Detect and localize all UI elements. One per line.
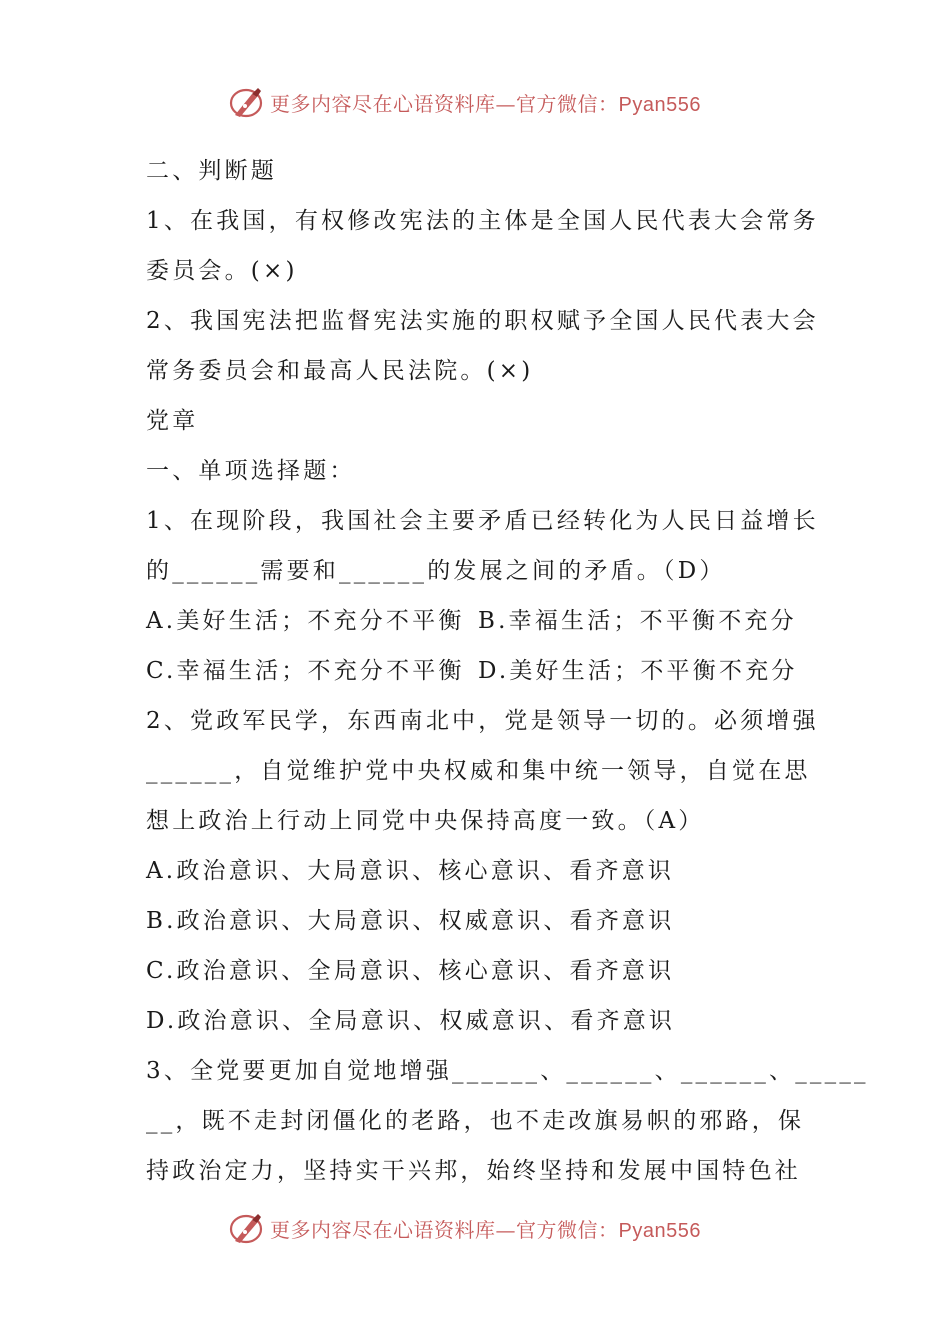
judgment-q2-line2: 常务委员会和最高人民法院。(×)	[146, 358, 534, 384]
judgment-q1-line1: 1、在我国，有权修改宪法的主体是全国人民代表大会常务	[146, 208, 819, 234]
section-title-party-constitution: 党章	[146, 408, 199, 434]
footer-banner	[226, 1208, 701, 1248]
pen-nib-logo-icon	[226, 82, 266, 122]
choice-q2-option-b: B.政治意识、大局意识、权威意识、看齐意识	[146, 908, 675, 934]
document-body	[146, 146, 869, 1196]
choice-q2-option-a: A.政治意识、大局意识、核心意识、看齐意识	[146, 858, 675, 884]
choice-q2-option-c: C.政治意识、全局意识、核心意识、看齐意识	[146, 958, 675, 984]
banner-text: 更多内容尽在心语资料库—官方微信：Pyan556	[270, 1217, 701, 1242]
option-d: D.美好生活；不平衡不充分	[478, 658, 798, 684]
choice-q2-line1: 2、党政军民学，东西南北中，党是领导一切的。必须增强	[146, 708, 819, 734]
judgment-q1-line2: 委员会。(×)	[146, 258, 298, 284]
option-a: A.美好生活；不充分不平衡	[146, 608, 465, 634]
header-banner	[226, 82, 701, 122]
choice-q2-option-d: D.政治意识、全局意识、权威意识、看齐意识	[146, 1008, 676, 1034]
choice-q2-line2: ______，自觉维护党中央权威和集中统一领导，自觉在思	[146, 758, 811, 784]
banner-text: 更多内容尽在心语资料库—官方微信：Pyan556	[270, 91, 701, 116]
choice-q3-line3: 持政治定力，坚持实干兴邦，始终坚持和发展中国特色社	[146, 1158, 801, 1184]
option-c: C.幸福生活；不充分不平衡	[146, 658, 465, 684]
choice-q1-options-row2	[146, 646, 810, 696]
choice-q1-line1: 1、在现阶段，我国社会主要矛盾已经转化为人民日益增长	[146, 508, 819, 534]
choice-q3-line1: 3、全党要更加自觉地增强______、______、______、_____	[146, 1058, 869, 1084]
pen-nib-logo-icon	[226, 1208, 266, 1248]
choice-q1-options-row1	[146, 596, 810, 646]
choice-q3-line2: __，既不走封闭僵化的老路，也不走改旗易帜的邪路，保	[146, 1108, 805, 1134]
option-b: B.幸福生活；不平衡不充分	[478, 608, 797, 634]
section-heading-judgment: 二、判断题	[146, 158, 277, 184]
choice-q1-line2: 的______需要和______的发展之间的矛盾。（D）	[146, 558, 726, 584]
choice-q2-line3: 想上政治上行动上同党中央保持高度一致。（A）	[146, 808, 705, 834]
section-heading-single-choice: 一、单项选择题：	[146, 458, 356, 484]
judgment-q2-line1: 2、我国宪法把监督宪法实施的职权赋予全国人民代表大会	[146, 308, 819, 334]
